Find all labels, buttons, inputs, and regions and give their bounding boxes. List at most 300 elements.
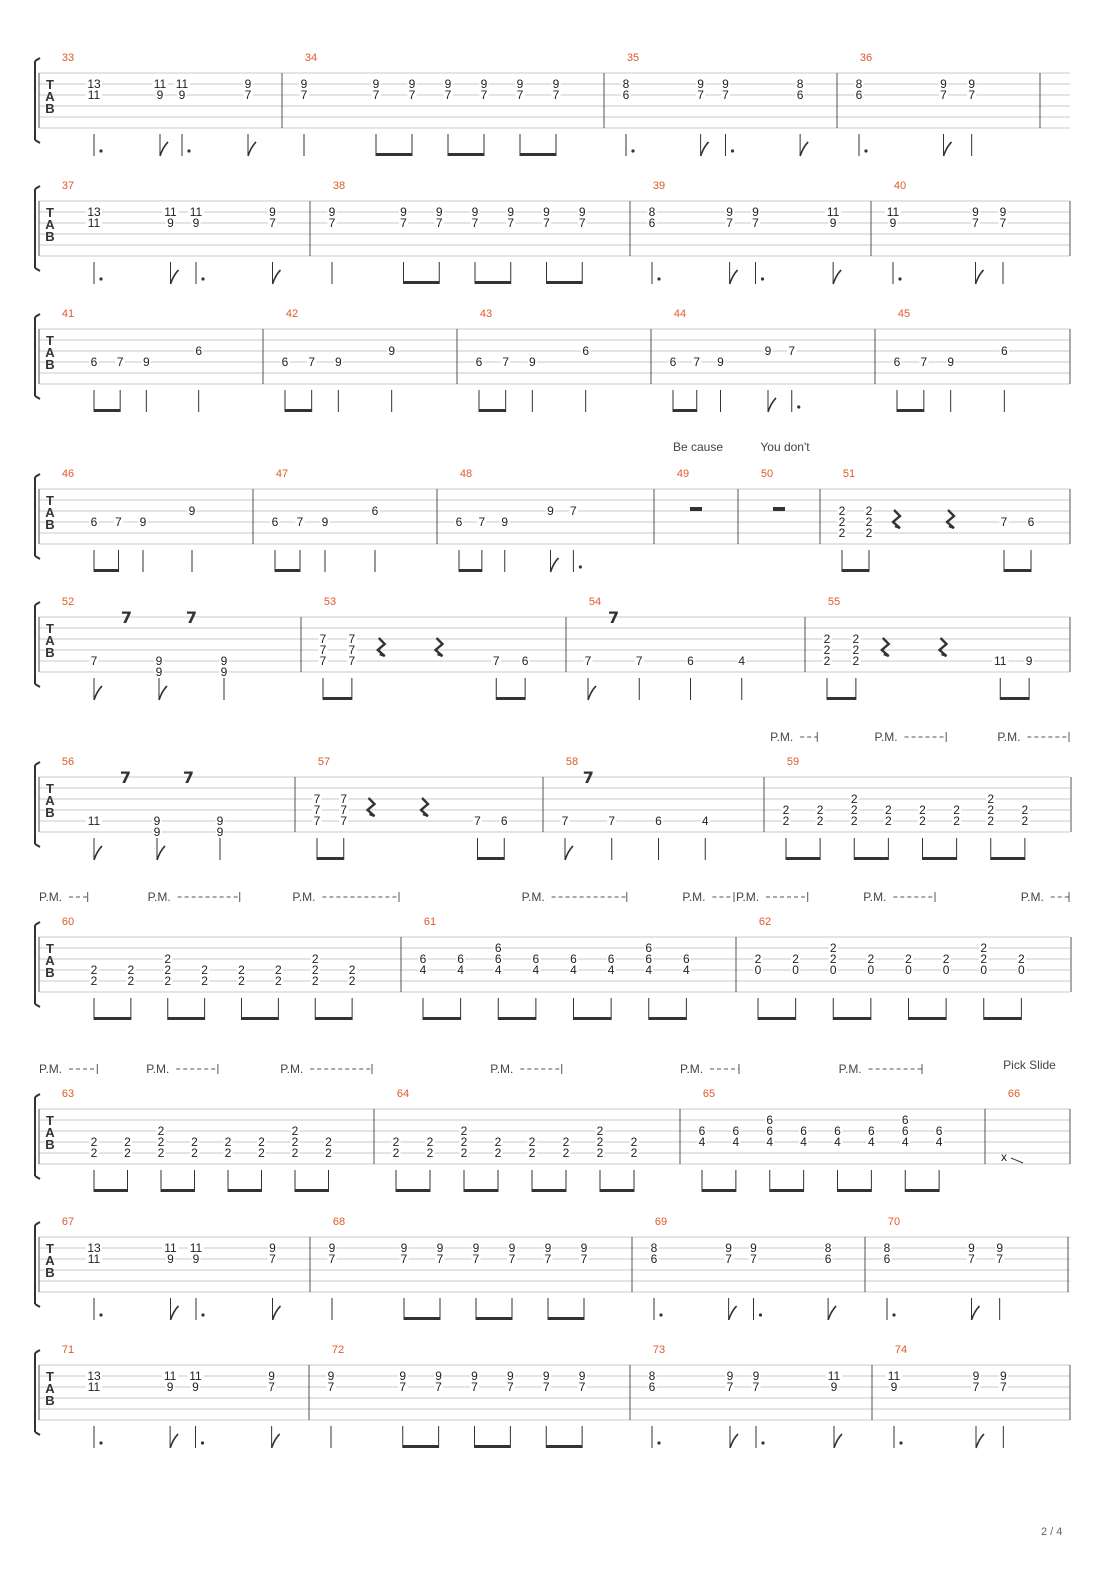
fret-number: 11	[87, 88, 101, 102]
fret-number: 2	[829, 941, 837, 955]
fret-number: 7	[940, 88, 947, 102]
quarter-rest	[893, 510, 900, 528]
beam	[1000, 697, 1029, 700]
fret-number: 7	[570, 504, 577, 518]
fret-number: 7	[697, 88, 704, 102]
fret-number: 9	[752, 1369, 760, 1383]
fret-number: 11	[886, 205, 900, 219]
fret-number: 2	[596, 1135, 604, 1149]
fret-number: 11	[826, 205, 840, 219]
fret-number: 4	[701, 814, 709, 828]
eighth-flag	[159, 686, 167, 700]
fret-number: 11	[189, 1369, 202, 1383]
fret-number: 2	[919, 803, 926, 817]
fret-number: 2	[258, 1135, 265, 1149]
fret-number: 0	[1018, 963, 1025, 977]
eighth-flag	[828, 1306, 836, 1320]
fret-number: 6	[698, 1124, 706, 1138]
tab-clef-letter: B	[45, 229, 55, 244]
bar-number: 39	[652, 180, 666, 192]
fret-number: 2	[157, 1124, 165, 1138]
dot	[761, 277, 764, 280]
eighth-flag	[701, 142, 709, 156]
eighth-flag	[800, 142, 808, 156]
beam	[498, 1017, 536, 1020]
fret-number: 9	[542, 1369, 550, 1383]
fret-number: 2	[275, 974, 282, 988]
fret-number: 6	[732, 1124, 740, 1138]
fret-number: 9	[153, 814, 161, 828]
fret-number: 11	[87, 216, 101, 230]
fret-number: 7	[725, 1252, 732, 1266]
tab-clef-letter: A	[45, 89, 55, 104]
fret-number: 9	[327, 1369, 335, 1383]
fret-number: 7	[472, 1252, 480, 1266]
bar-number: 71	[61, 1344, 75, 1356]
fret-number: 6	[371, 504, 379, 518]
beam	[833, 1017, 871, 1020]
fret-number: 2	[348, 963, 356, 977]
fret-number: 7	[471, 216, 479, 230]
bar-number: 50	[760, 468, 774, 480]
fret-number: 7	[635, 654, 643, 668]
fret-number: 9	[516, 77, 524, 91]
fret-number: 9	[192, 1380, 199, 1394]
fret-number: 7	[996, 1252, 1004, 1266]
eighth-flag	[157, 846, 165, 860]
fret-number: 4	[868, 1135, 875, 1149]
fret-number: 7	[399, 1380, 407, 1394]
eighth-rest: 7	[120, 608, 133, 627]
fret-number: 6	[90, 515, 98, 529]
fret-number: 2	[823, 654, 831, 668]
fret-number: 6	[648, 216, 656, 230]
fret-number: 7	[348, 654, 356, 668]
bar-number: 37	[61, 180, 75, 192]
fret-number: 2	[816, 803, 824, 817]
fret-number: 7	[340, 803, 348, 817]
bar-number: 72	[331, 1344, 345, 1356]
fret-number: 9	[399, 1369, 407, 1383]
fret-number: 9	[472, 1241, 480, 1255]
bar-number: 64	[396, 1088, 410, 1100]
beam	[770, 1189, 804, 1192]
beam	[404, 281, 440, 284]
fret-number: 9	[471, 205, 479, 219]
beam	[702, 1189, 736, 1192]
fret-number: 2	[838, 526, 846, 540]
fret-number: 7	[444, 88, 452, 102]
fret-number: 7	[584, 654, 592, 668]
fret-number: 7	[580, 1252, 588, 1266]
fret-number: 7	[313, 803, 321, 817]
fret-number: 7	[408, 88, 416, 102]
fret-number: 6	[901, 1113, 909, 1127]
fret-number: 2	[460, 1146, 468, 1160]
palm-mute-label: P.M.	[1020, 890, 1044, 904]
fret-number: 4	[532, 963, 540, 977]
fret-number: 9	[328, 205, 336, 219]
bar-number: 69	[654, 1216, 668, 1228]
fret-number: 7	[348, 643, 356, 657]
pick-slide-x: x	[1001, 1150, 1007, 1164]
dot	[99, 1441, 102, 1444]
fret-number: 2	[596, 1124, 604, 1138]
fret-number: 7	[516, 88, 524, 102]
fret-number: 7	[752, 216, 759, 230]
fret-number: 2	[1021, 814, 1029, 828]
tab-clef-letter: B	[45, 1137, 55, 1152]
dot	[99, 1313, 102, 1316]
fret-number: 9	[544, 1241, 552, 1255]
bar-number: 59	[786, 756, 800, 768]
fret-number: 4	[800, 1135, 807, 1149]
beam	[464, 1189, 498, 1192]
fret-number: 11	[87, 1380, 101, 1394]
fret-number: 2	[426, 1135, 434, 1149]
fret-number: 11	[189, 1241, 203, 1255]
fret-number: 7	[328, 1252, 336, 1266]
fret-number: 7	[999, 216, 1007, 230]
beam	[323, 697, 352, 700]
eighth-flag	[976, 270, 984, 284]
fret-number: 9	[528, 355, 536, 369]
eighth-flag	[834, 1434, 842, 1448]
dot	[731, 149, 734, 152]
fret-number: 2	[494, 1146, 502, 1160]
fret-number: 2	[829, 952, 837, 966]
fret-number: 11	[87, 1252, 101, 1266]
fret-number: 2	[838, 515, 846, 529]
bar-number: 34	[304, 52, 318, 64]
dot	[759, 1313, 762, 1316]
fret-number: 13	[87, 1241, 101, 1255]
beam	[476, 1317, 512, 1320]
fret-number: 7	[543, 216, 550, 230]
beam	[396, 1189, 430, 1192]
palm-mute-label: P.M.	[680, 1062, 704, 1076]
fret-number: 6	[521, 654, 529, 668]
beam	[905, 1189, 939, 1192]
quarter-rest	[368, 798, 375, 816]
fret-number: 2	[325, 1146, 332, 1160]
fret-number: 2	[528, 1146, 536, 1160]
fret-number: 9	[580, 1241, 588, 1255]
eighth-flag	[768, 398, 776, 412]
eighth-flag	[273, 1306, 281, 1320]
fret-number: 7	[693, 355, 701, 369]
fret-number: 9	[996, 1241, 1004, 1255]
fret-number: 7	[244, 88, 252, 102]
palm-mute-label: P.M.	[874, 730, 898, 744]
fret-number: 9	[139, 515, 147, 529]
bar-number: 42	[285, 308, 299, 320]
bar-number: 33	[61, 52, 75, 64]
eighth-flag	[833, 270, 841, 284]
fret-number: 6	[457, 952, 464, 966]
fret-number: 9	[192, 216, 200, 230]
fret-number: 9	[188, 504, 196, 518]
fret-number: 9	[940, 77, 947, 91]
fret-number: 2	[528, 1135, 536, 1149]
fret-number: 7	[300, 88, 308, 102]
fret-number: 13	[87, 77, 101, 91]
fret-number: 9	[552, 77, 560, 91]
fret-number: 2	[782, 814, 790, 828]
bar-number: 41	[61, 308, 75, 320]
bar-number: 62	[758, 916, 772, 928]
fret-number: 6	[1000, 344, 1008, 358]
fret-number: 2	[850, 803, 858, 817]
fret-number: 9	[220, 665, 228, 679]
fret-number: 9	[408, 77, 416, 91]
fret-number: 6	[683, 952, 690, 966]
beam	[94, 1017, 131, 1020]
bar-number: 68	[332, 1216, 346, 1228]
fret-number: 7	[968, 1252, 975, 1266]
tab-clef-letter: T	[46, 493, 54, 508]
eighth-flag	[729, 1306, 737, 1320]
beam	[496, 697, 525, 700]
fret-number: 6	[824, 1252, 832, 1266]
fret-number: 7	[269, 216, 276, 230]
fret-number: 2	[865, 515, 873, 529]
bar-number: 66	[1007, 1088, 1021, 1100]
fret-number: 7	[542, 1380, 550, 1394]
fret-number: 9	[752, 205, 759, 219]
fret-number: 7	[1000, 515, 1008, 529]
fret-number: 9	[480, 77, 488, 91]
fret-number: 7	[313, 792, 321, 806]
bar-number: 44	[673, 308, 687, 320]
bar-number: 58	[565, 756, 579, 768]
beam	[673, 409, 697, 412]
eighth-rest: 7	[582, 768, 594, 787]
eighth-flag	[171, 1306, 179, 1320]
fret-number: 9	[244, 77, 252, 91]
fret-number: 9	[269, 205, 276, 219]
fret-number: 9	[471, 1369, 478, 1383]
dot	[99, 149, 102, 152]
dot	[864, 149, 867, 152]
fret-number: 6	[622, 88, 630, 102]
beam	[404, 1317, 440, 1320]
beam	[448, 153, 484, 156]
bar-number: 54	[588, 596, 602, 608]
beam	[1004, 569, 1031, 572]
beam	[520, 153, 556, 156]
quarter-rest	[947, 510, 954, 528]
fret-number: 2	[224, 1135, 232, 1149]
fret-number: 2	[127, 963, 135, 977]
dot	[579, 565, 582, 568]
eighth-flag	[976, 1434, 984, 1448]
fret-number: 6	[800, 1124, 807, 1138]
fret-number: 7	[561, 814, 569, 828]
beam	[991, 857, 1025, 860]
beam	[546, 1445, 582, 1448]
fret-number: 9	[501, 515, 509, 529]
pick-slide-label: Pick Slide	[1003, 1058, 1056, 1072]
fret-number: 9	[507, 205, 515, 219]
fret-number: 6	[271, 515, 279, 529]
fret-number: 7	[435, 216, 443, 230]
fret-number: 7	[478, 515, 486, 529]
fret-number: 7	[269, 1252, 276, 1266]
fret-number: 8	[824, 1241, 832, 1255]
fret-number: 7	[296, 515, 304, 529]
fret-number: 7	[400, 216, 407, 230]
fret-number: 2	[291, 1146, 299, 1160]
bar-number: 38	[332, 180, 346, 192]
fret-number: 9	[725, 1241, 732, 1255]
fret-number: 7	[327, 1380, 335, 1394]
fret-number: 7	[722, 88, 729, 102]
palm-mute-label: P.M.	[147, 890, 171, 904]
fret-number: 2	[90, 1146, 98, 1160]
fret-number: 7	[313, 814, 321, 828]
fret-number: 9	[697, 77, 704, 91]
beam	[923, 857, 957, 860]
bar-number: 74	[894, 1344, 908, 1356]
eighth-flag	[565, 846, 573, 860]
fret-number: 2	[953, 814, 960, 828]
fret-number: 0	[754, 963, 762, 977]
quarter-rest	[940, 638, 947, 656]
eighth-flag	[170, 1434, 178, 1448]
bar-number: 70	[887, 1216, 901, 1228]
palm-mute-label: P.M.	[146, 1062, 170, 1076]
fret-number: 9	[547, 504, 554, 518]
fret-number: 2	[942, 952, 950, 966]
fret-number: 9	[328, 1241, 336, 1255]
fret-number: 6	[834, 1124, 841, 1138]
fret-number: 9	[167, 216, 174, 230]
fret-number: 9	[220, 654, 228, 668]
bar-number: 56	[61, 756, 75, 768]
palm-mute-label: P.M.	[292, 890, 316, 904]
fret-number: 2	[275, 963, 282, 977]
palm-mute-label: P.M.	[39, 1062, 63, 1076]
fret-number: 7	[968, 88, 976, 102]
fret-number: 6	[475, 355, 483, 369]
fret-number: 13	[87, 1369, 101, 1383]
palm-mute-label: P.M.	[682, 890, 706, 904]
beam	[827, 697, 856, 700]
palm-mute-label: P.M.	[39, 890, 63, 904]
fret-number: 2	[191, 1135, 198, 1149]
fret-number: 0	[867, 963, 875, 977]
fret-number: 11	[153, 77, 167, 91]
fret-number: 7	[972, 216, 979, 230]
fret-number: 2	[865, 526, 873, 540]
fret-number: 9	[999, 1369, 1007, 1383]
beam	[838, 1189, 872, 1192]
fret-number: 7	[116, 355, 124, 369]
eighth-rest: 7	[119, 768, 132, 787]
fret-number: 9	[156, 88, 164, 102]
bar-number: 73	[652, 1344, 666, 1356]
bar-number: 55	[827, 596, 841, 608]
fret-number: 2	[792, 952, 799, 966]
palm-mute-label: P.M.	[280, 1062, 304, 1076]
tab-clef-letter: B	[45, 965, 55, 980]
beam	[478, 857, 505, 860]
fret-number: 9	[1025, 654, 1033, 668]
palm-mute-label: P.M.	[490, 1062, 514, 1076]
fret-number: 6	[901, 1124, 909, 1138]
beam	[574, 1017, 612, 1020]
beam	[94, 1189, 128, 1192]
fret-number: 2	[157, 1146, 165, 1160]
fret-number: 11	[164, 205, 177, 219]
fret-number: 2	[816, 814, 824, 828]
fret-number: 7	[340, 814, 348, 828]
tab-system	[35, 1350, 1070, 1448]
fret-number: 9	[155, 665, 163, 679]
fret-number: 2	[238, 974, 245, 988]
dot	[201, 1441, 204, 1444]
fret-number: 9	[435, 205, 443, 219]
fret-number: 4	[494, 963, 502, 977]
dot	[657, 1441, 660, 1444]
fret-number: 7	[752, 1380, 760, 1394]
fret-number: 9	[444, 77, 452, 91]
tab-clef-letter: A	[45, 345, 55, 360]
fret-number: 2	[348, 974, 356, 988]
tab-clef-letter: A	[45, 953, 55, 968]
fret-number: 9	[388, 344, 396, 358]
fret-number: 2	[987, 803, 995, 817]
eighth-flag	[273, 270, 281, 284]
palm-mute-label: P.M.	[521, 890, 545, 904]
beam	[168, 1017, 205, 1020]
beam	[315, 1017, 352, 1020]
fret-number: 6	[90, 355, 98, 369]
bar-number: 45	[897, 308, 911, 320]
fret-number: 11	[994, 654, 1007, 668]
tab-clef-letter: A	[45, 1253, 55, 1268]
fret-number: 7	[552, 88, 560, 102]
fret-number: 4	[901, 1135, 909, 1149]
fret-number: 2	[953, 803, 960, 817]
fret-number: 7	[319, 654, 327, 668]
fret-number: 7	[578, 216, 586, 230]
tab-system	[35, 58, 1070, 156]
tab-clef-letter: T	[46, 1241, 54, 1256]
beam	[295, 1189, 329, 1192]
fret-number: 7	[920, 355, 928, 369]
tab-clef-letter: B	[45, 1393, 55, 1408]
bar-number: 63	[61, 1088, 75, 1100]
fret-number: 9	[578, 1369, 586, 1383]
fret-number: 9	[167, 1252, 174, 1266]
tab-clef-letter: T	[46, 205, 54, 220]
palm-mute-label: P.M.	[838, 1062, 862, 1076]
fret-number: 9	[722, 77, 729, 91]
page-number: 2 / 4	[1041, 1526, 1063, 1538]
fret-number: 2	[630, 1135, 638, 1149]
fret-number: 7	[435, 1380, 442, 1394]
fret-number: 9	[166, 1380, 174, 1394]
fret-number: 7	[90, 654, 98, 668]
dot	[99, 277, 102, 280]
beam	[376, 153, 412, 156]
fret-number: 11	[163, 1369, 177, 1383]
fret-number: 2	[90, 974, 98, 988]
fret-number: 2	[782, 803, 790, 817]
fret-number: 2	[90, 963, 98, 977]
